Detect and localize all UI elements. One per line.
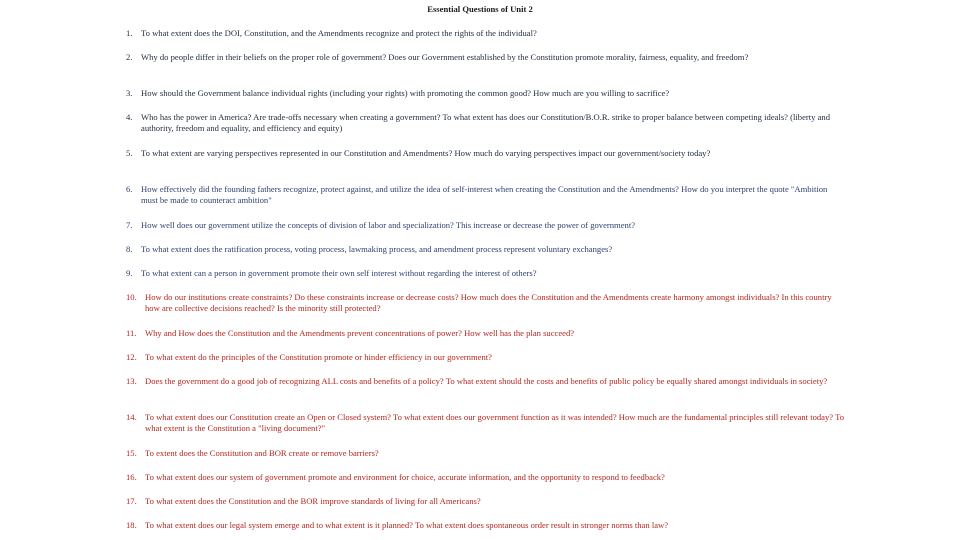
question-17 <box>126 496 846 507</box>
question-text: Does the government do a good job of recognizing ALL costs and benefits of a policy? To what extent should the costs and benefits of public policy be equally shared amongst individuals in society? <box>145 376 828 386</box>
question-text: To what extent does the DOI, Constitution, and the Amendments recognize and protect the rights of the individual? <box>141 28 537 38</box>
question-15 <box>126 448 846 459</box>
question-1 <box>126 28 846 39</box>
question-text: To what extent does the ratification process, voting process, lawmaking process, and amendment process represent voluntary exchanges? <box>141 244 613 254</box>
question-number: 12. <box>126 352 137 362</box>
question-number: 2. <box>126 52 133 62</box>
question-text: To what extent do the principles of the Constitution promote or hinder efficiency in our government? <box>145 352 492 362</box>
question-9 <box>126 268 846 279</box>
question-text: To what extent does our system of government promote and environment for choice, accurate information, and the opportunity to respond to feedback? <box>145 472 665 482</box>
question-text: Who has the power in America? Are trade-offs necessary when creating a government? To what extent has does our Constitution/B.O.R. strike to proper balance between competing ideals? (liberty and authority, freedom and equality, and efficiency and equity) <box>141 112 830 133</box>
question-18 <box>126 520 846 531</box>
question-number: 10. <box>126 292 137 302</box>
question-number: 3. <box>126 88 133 98</box>
question-text: To what extent does our Constitution create an Open or Closed system? To what extent does our government function as it was intended? How much are the fundamental principles still relevant today? To what extent is the Constitution a "living document?" <box>145 412 845 433</box>
question-number: 11. <box>126 328 137 338</box>
question-number: 14. <box>126 412 137 422</box>
question-10 <box>126 292 846 313</box>
question-text: To what extent can a person in government promote their own self interest without regarding the interest of others? <box>141 268 537 278</box>
question-text: To what extent are varying perspectives represented in our Constitution and Amendments? How much do varying perspectives impact our government/society today? <box>141 148 711 158</box>
question-6 <box>126 184 846 205</box>
question-number: 13. <box>126 376 137 386</box>
question-text: How do our institutions create constraints? Do these constraints increase or decrease costs? How much does the Constitution and the Amendments create harmony amongst individuals? In this country how are collective decisions reached? Is the minority still protected? <box>145 292 832 313</box>
question-14 <box>126 412 846 433</box>
document-title: Essential Questions of Unit 2 <box>427 4 533 14</box>
question-8 <box>126 244 846 255</box>
question-text: To what extent does our legal system emerge and to what extent is it planned? To what extent does spontaneous order result in stronger norms than law? <box>145 520 669 530</box>
question-number: 4. <box>126 112 133 122</box>
question-text: Why and How does the Constitution and the Amendments prevent concentrations of power? How well has the plan succeed? <box>145 328 575 338</box>
question-number: 8. <box>126 244 133 254</box>
question-number: 18. <box>126 520 137 530</box>
question-11 <box>126 328 846 339</box>
question-13 <box>126 376 846 387</box>
question-number: 16. <box>126 472 137 482</box>
question-number: 9. <box>126 268 133 278</box>
question-text: How should the Government balance individual rights (including your rights) with promoting the common good? How much are you willing to sacrifice? <box>141 88 670 98</box>
question-12 <box>126 352 846 363</box>
question-16 <box>126 472 846 483</box>
question-7 <box>126 220 846 231</box>
question-number: 5. <box>126 148 133 158</box>
question-text: How effectively did the founding fathers recognize, protect against, and utilize the idea of self-interest when creating the Constitution and the Amendments? How do you interpret the quote "Ambition must be made to counteract ambition" <box>141 184 828 205</box>
question-text: How well does our government utilize the concepts of division of labor and specialization? This increase or decrease the power of government? <box>141 220 636 230</box>
question-number: 17. <box>126 496 137 506</box>
question-number: 15. <box>126 448 137 458</box>
question-3 <box>126 88 846 99</box>
question-number: 1. <box>126 28 133 38</box>
question-number: 7. <box>126 220 133 230</box>
question-text: To extent does the Constitution and BOR create or remove barriers? <box>145 448 379 458</box>
question-number: 6. <box>126 184 133 194</box>
question-4 <box>126 112 846 133</box>
question-2 <box>126 52 846 63</box>
question-5 <box>126 148 846 159</box>
question-text: Why do people differ in their beliefs on the proper role of government? Does our Government established by the Constitution promote morality, fairness, equality, and freedom? <box>141 52 749 62</box>
question-text: To what extent does the Constitution and the BOR improve standards of living for all Americans? <box>145 496 481 506</box>
